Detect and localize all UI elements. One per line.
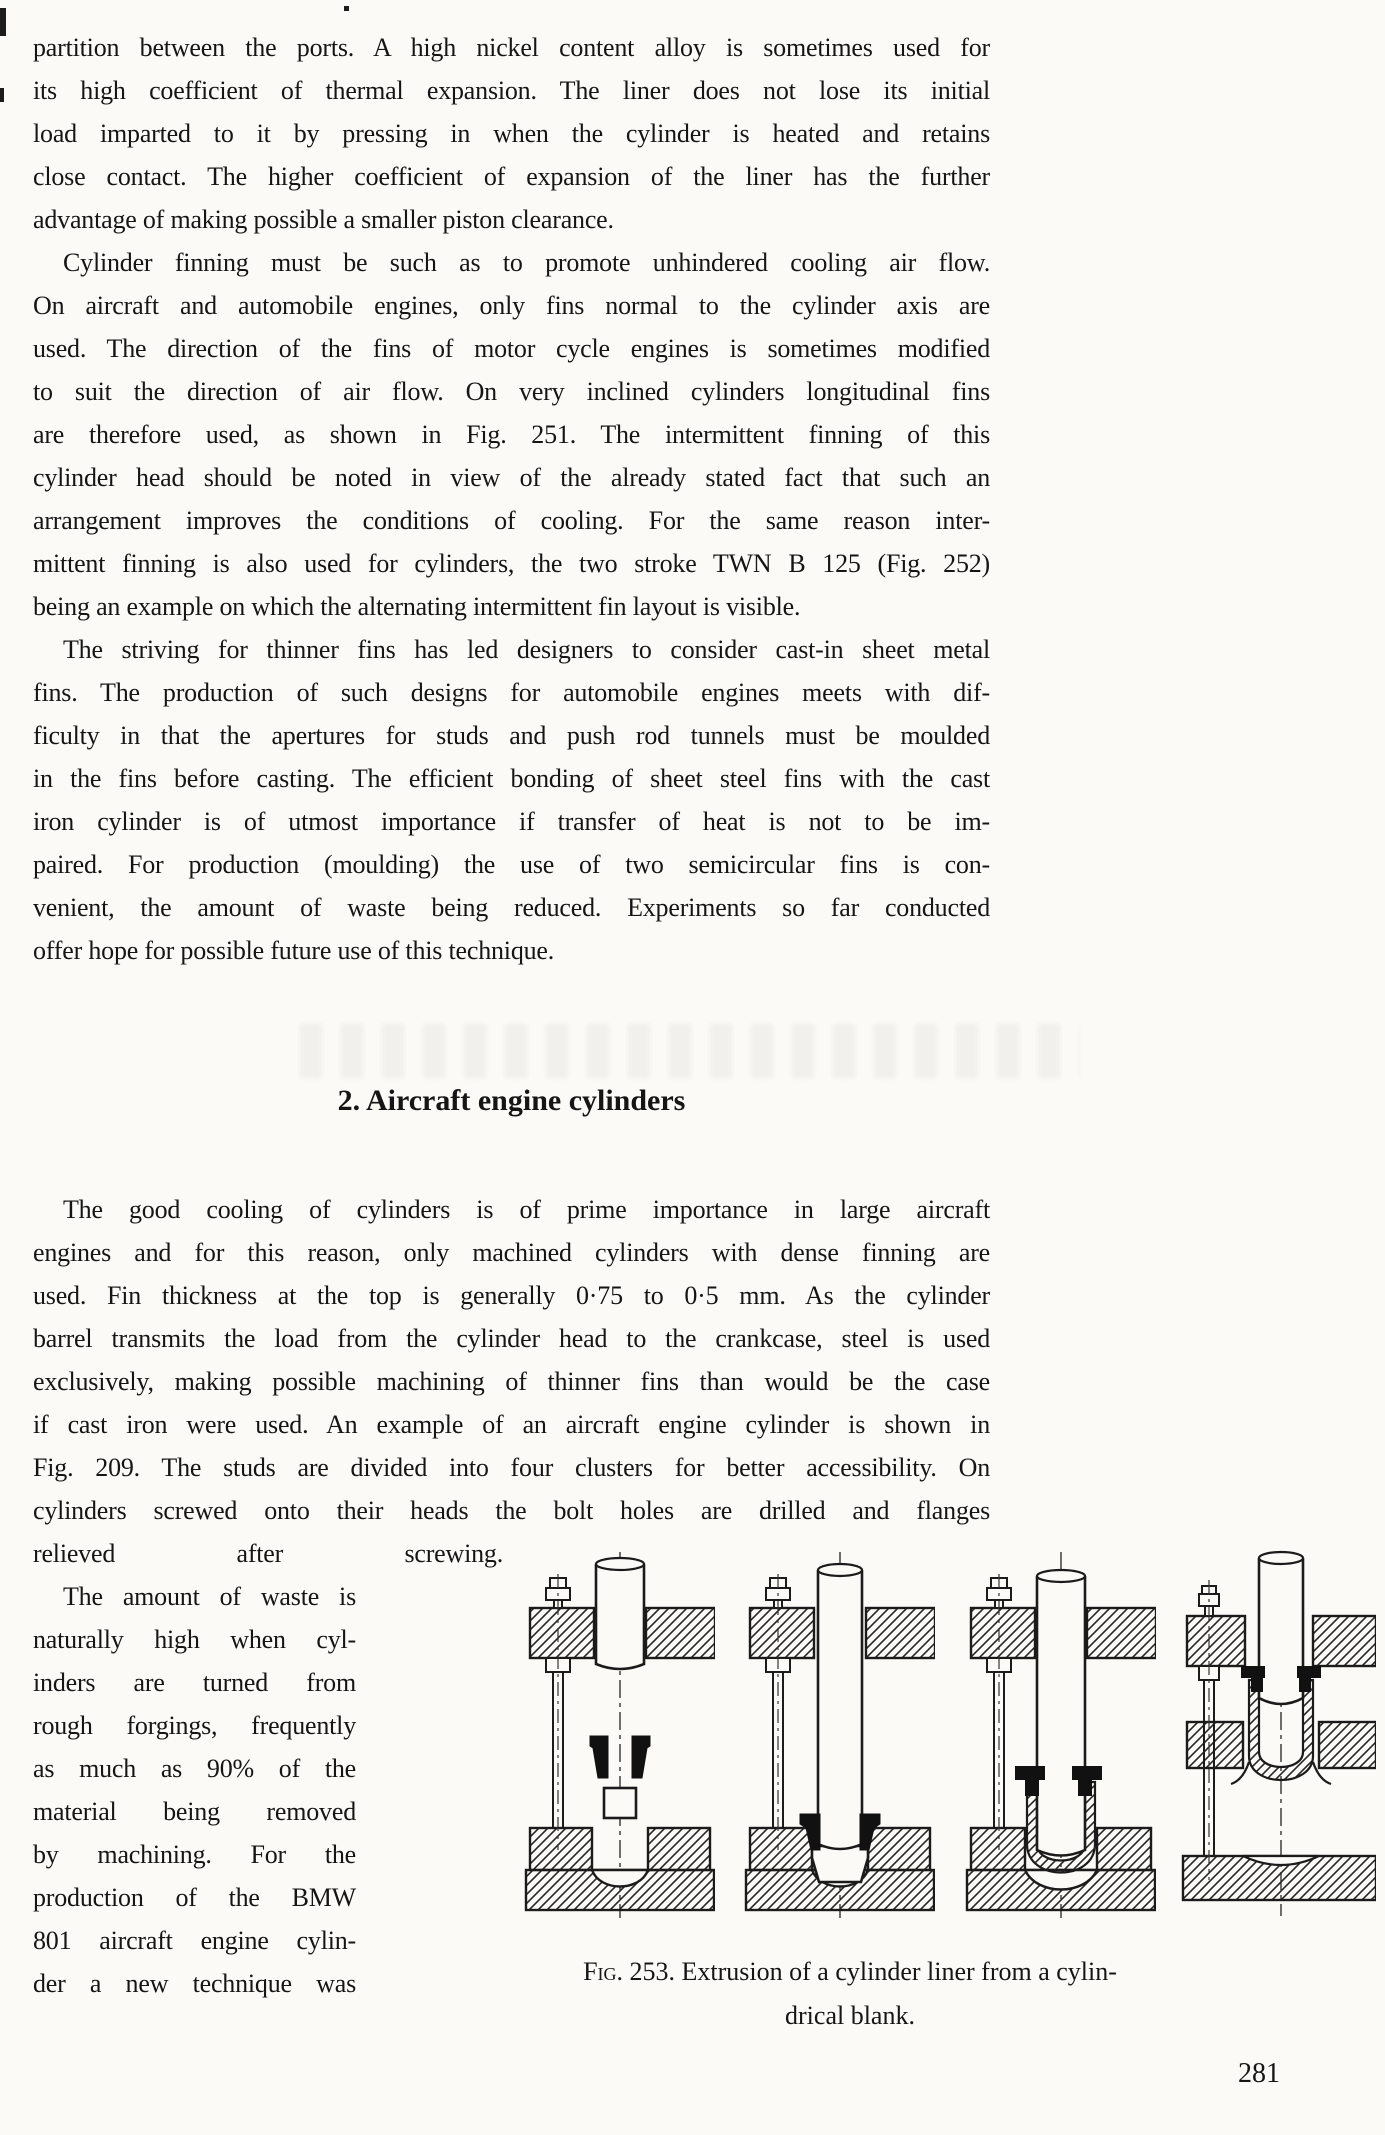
figure-caption-line-1: Fig. 253. Extrusion of a cylinder liner from a cylin-	[583, 1957, 1117, 1986]
text-line: barrel transmits the load from the cylinder head to the crankcase, steel is used	[33, 1324, 990, 1353]
text-line: fins. The production of such designs for automobile engines meets with dif-	[33, 678, 990, 707]
text-line: naturally high when cyl-	[33, 1625, 356, 1654]
paragraph-3	[33, 628, 990, 972]
text-line: paired. For production (moulding) the use of two semicircular fins is con-	[33, 850, 990, 879]
figure-253	[520, 1550, 1376, 1922]
text-line: relieved after screwing.	[33, 1539, 503, 1568]
text-line: are therefore used, as shown in Fig. 251. The intermittent finning of this	[33, 420, 990, 449]
scan-artifact	[0, 8, 6, 36]
text-line: ficulty in that the apertures for studs and push rod tunnels must be moulded	[33, 721, 990, 750]
figure-caption-label: Fig. 253.	[583, 1957, 676, 1986]
text-line: used. The direction of the fins of motor cycle engines is sometimes modified	[33, 334, 990, 363]
diagram-extrusion-stage-3	[961, 1550, 1156, 1922]
text-line: as much as 90% of the	[33, 1754, 356, 1783]
scan-artifact	[0, 88, 4, 102]
text-line: On aircraft and automobile engines, only fins normal to the cylinder axis are	[33, 291, 990, 320]
text-line: Fig. 209. The studs are divided into four clusters for better accessibility. On	[33, 1453, 990, 1482]
text-line: in the fins before casting. The efficient bonding of sheet steel fins with the cast	[33, 764, 990, 793]
text-line: Cylinder finning must be such as to promote unhindered cooling air flow.	[63, 248, 990, 277]
text-line: cylinders screwed onto their heads the bolt holes are drilled and flanges	[33, 1496, 990, 1525]
bleed-through-artifact	[300, 1024, 1080, 1078]
paragraph-4	[33, 1188, 990, 1575]
text-line: engines and for this reason, only machined cylinders with dense finning are	[33, 1238, 990, 1267]
text-line: offer hope for possible future use of this technique.	[33, 936, 555, 965]
section-heading: 2. Aircraft engine cylinders	[337, 1084, 686, 1117]
paragraph-2	[33, 241, 990, 628]
paragraph-5-narrow	[33, 1575, 356, 2005]
text-line: iron cylinder is of utmost importance if transfer of heat is not to be im-	[33, 807, 990, 836]
text-line: The striving for thinner fins has led designers to consider cast-in sheet metal	[63, 635, 990, 664]
text-line: mittent finning is also used for cylinders, the two stroke TWN B 125 (Fig. 252)	[33, 549, 990, 578]
text-line: venient, the amount of waste being reduced. Experiments so far conducted	[33, 893, 990, 922]
text-line: inders are turned from	[33, 1668, 356, 1697]
figure-caption-line-2: drical blank.	[785, 2001, 915, 2030]
text-line: partition between the ports. A high nickel content alloy is sometimes used for	[33, 33, 990, 62]
text-line: advantage of making possible a smaller piston clearance.	[33, 205, 614, 234]
figure-caption	[430, 1950, 1270, 2038]
text-line: der a new technique was	[33, 1969, 356, 1998]
text-line: by machining. For the	[33, 1840, 356, 1869]
text-line: to suit the direction of air flow. On very inclined cylinders longitudinal fins	[33, 377, 990, 406]
text-line: if cast iron were used. An example of an aircraft engine cylinder is shown in	[33, 1410, 990, 1439]
page-number: 281	[1238, 2058, 1280, 2089]
text-line: used. Fin thickness at the top is generally 0·75 to 0·5 mm. As the cylinder	[33, 1281, 990, 1310]
text-line: being an example on which the alternating intermittent fin layout is visible.	[33, 592, 801, 621]
text-line: arrangement improves the conditions of cooling. For the same reason inter-	[33, 506, 990, 535]
text-line: exclusively, making possible machining of thinner fins than would be the case	[33, 1367, 990, 1396]
diagram-extrusion-stage-2	[740, 1550, 935, 1922]
text-line: production of the BMW	[33, 1883, 356, 1912]
diagram-extrusion-stage-1	[520, 1550, 715, 1922]
text-line: material being removed	[33, 1797, 356, 1826]
text-line: rough forgings, frequently	[33, 1711, 356, 1740]
text-line: The amount of waste is	[63, 1582, 356, 1611]
paragraph-1	[33, 26, 990, 241]
text-line: its high coefficient of thermal expansion. The liner does not lose its initial	[33, 76, 990, 105]
text-line: load imparted to it by pressing in when the cylinder is heated and retains	[33, 119, 990, 148]
text-line: close contact. The higher coefficient of expansion of the liner has the further	[33, 162, 990, 191]
scan-artifact	[344, 6, 349, 11]
text-line: The good cooling of cylinders is of prime importance in large aircraft	[63, 1195, 990, 1224]
text-line: 801 aircraft engine cylin-	[33, 1926, 356, 1955]
text-line: cylinder head should be noted in view of the already stated fact that such an	[33, 463, 990, 492]
diagram-extrusion-stage-4	[1181, 1550, 1376, 1922]
